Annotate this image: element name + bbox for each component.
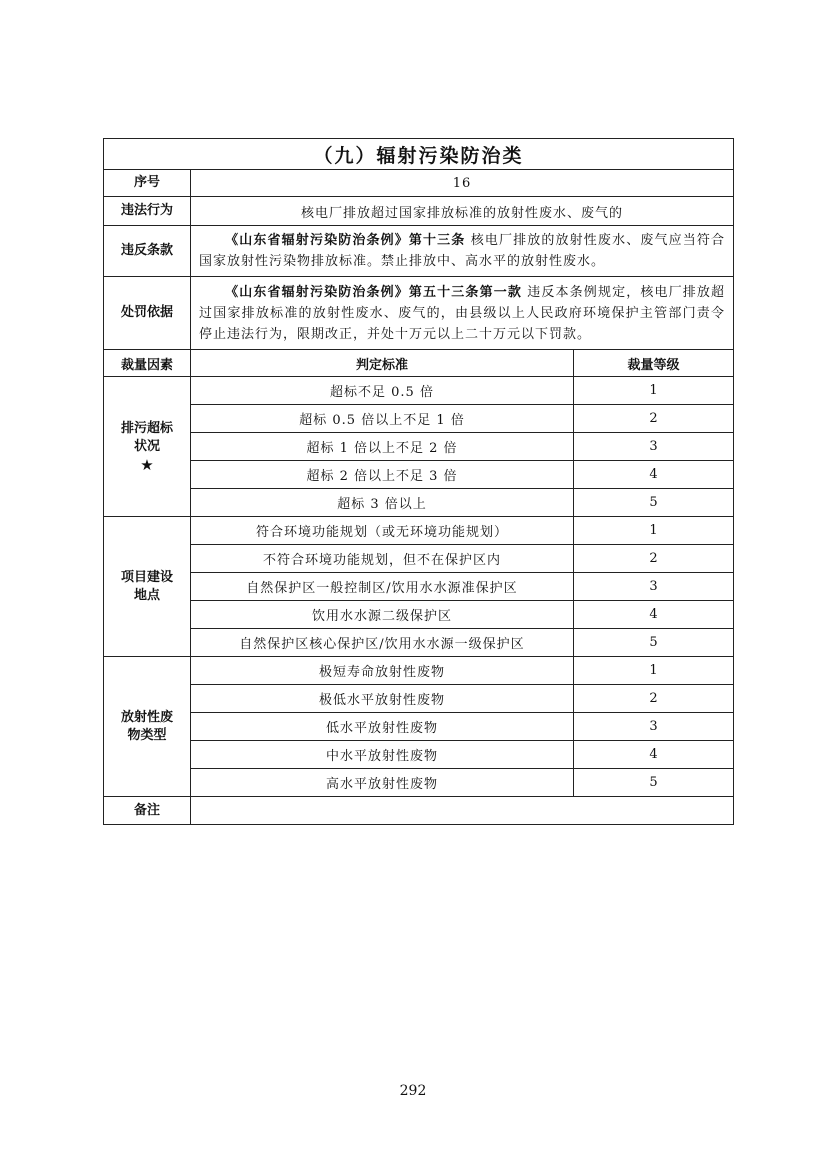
factor-name: [104, 657, 191, 797]
header-criterion: 判定标准: [191, 350, 574, 377]
serial-label: 序号: [104, 170, 191, 197]
level-cell: 2: [574, 545, 734, 573]
violation-value: 核电厂排放超过国家排放标准的放射性废水、废气的: [191, 197, 734, 226]
level-cell: 4: [574, 741, 734, 769]
level-cell: 5: [574, 489, 734, 517]
criterion-cell: 低水平放射性废物: [191, 713, 574, 741]
level-cell: 3: [574, 573, 734, 601]
criterion-cell: 饮用水水源二级保护区: [191, 601, 574, 629]
factor-name: [104, 377, 191, 517]
header-factor: 裁量因素: [104, 350, 191, 377]
level-cell: 2: [574, 405, 734, 433]
criterion-cell: 超标 2 倍以上不足 3 倍: [191, 461, 574, 489]
table-row: [104, 433, 734, 461]
table-row: [104, 405, 734, 433]
factor-name-line: 项目建设: [120, 569, 173, 585]
criterion-cell: 符合环境功能规划（或无环境功能规划）: [191, 517, 574, 545]
section-title: （九）辐射污染防治类: [104, 139, 734, 170]
penalty-basis-label: 处罚依据: [104, 277, 191, 350]
table-row: [104, 629, 734, 657]
penalty-basis-body: 违反本条例规定，核电厂排放超过国家排放标准的放射性废水、废气的，由县级以上人民政府环境保护主管部门责令停止违法行为，限期改正，并处十万元以上二十万元以下罚款。: [199, 284, 726, 342]
table-row: [104, 713, 734, 741]
level-cell: 2: [574, 685, 734, 713]
penalty-basis-text: [191, 277, 734, 350]
factor-name-line: 地点: [133, 587, 160, 603]
level-cell: 1: [574, 377, 734, 405]
table-row: [104, 685, 734, 713]
table-row: [104, 517, 734, 545]
level-cell: 5: [574, 769, 734, 797]
violation-label: 违法行为: [104, 197, 191, 226]
table-row: [104, 741, 734, 769]
criterion-cell: 极短寿命放射性废物: [191, 657, 574, 685]
violated-clause-body: 核电厂排放的放射性废水、废气应当符合国家放射性污染物排放标准。禁止排放中、高水平的放射性废水。: [199, 233, 726, 269]
level-cell: 1: [574, 657, 734, 685]
level-cell: 4: [574, 601, 734, 629]
violated-clause-text: [191, 226, 734, 277]
table-row: [104, 545, 734, 573]
remarks-value: [191, 797, 734, 825]
penalty-basis-title: 《山东省辐射污染防治条例》第五十三条第一款: [225, 284, 522, 300]
level-cell: 3: [574, 713, 734, 741]
criterion-cell: 超标不足 0.5 倍: [191, 377, 574, 405]
penalty-discretion-table: [103, 138, 734, 825]
criterion-cell: 超标 3 倍以上: [191, 489, 574, 517]
factor-name-line: 放射性废: [120, 709, 173, 725]
criterion-cell: 超标 0.5 倍以上不足 1 倍: [191, 405, 574, 433]
level-cell: 3: [574, 433, 734, 461]
level-cell: 4: [574, 461, 734, 489]
serial-value: 16: [191, 170, 734, 197]
header-level: 裁量等级: [574, 350, 734, 377]
table-row: [104, 461, 734, 489]
criterion-cell: 极低水平放射性废物: [191, 685, 574, 713]
level-cell: 5: [574, 629, 734, 657]
factor-name-line: 排污超标: [120, 420, 173, 436]
factor-name-line: 状况: [133, 438, 160, 454]
violated-clause-title: 《山东省辐射污染防治条例》第十三条: [225, 233, 466, 248]
criterion-cell: 不符合环境功能规划，但不在保护区内: [191, 545, 574, 573]
criterion-cell: 自然保护区一般控制区/饮用水水源准保护区: [191, 573, 574, 601]
page-number: 292: [399, 1083, 427, 1099]
table-row: [104, 657, 734, 685]
criterion-cell: 自然保护区核心保护区/饮用水水源一级保护区: [191, 629, 574, 657]
table-row: [104, 377, 734, 405]
table-row: [104, 489, 734, 517]
table-row: [104, 573, 734, 601]
criterion-cell: 中水平放射性废物: [191, 741, 574, 769]
criterion-cell: 高水平放射性废物: [191, 769, 574, 797]
table-row: [104, 601, 734, 629]
criterion-cell: 超标 1 倍以上不足 2 倍: [191, 433, 574, 461]
level-cell: 1: [574, 517, 734, 545]
factor-name-line: 物类型: [127, 727, 167, 743]
violated-clause-label: 违反条款: [104, 226, 191, 277]
factor-name: [104, 517, 191, 657]
star-icon: ★: [140, 455, 154, 474]
remarks-label: 备注: [104, 797, 191, 825]
table-row: [104, 769, 734, 797]
